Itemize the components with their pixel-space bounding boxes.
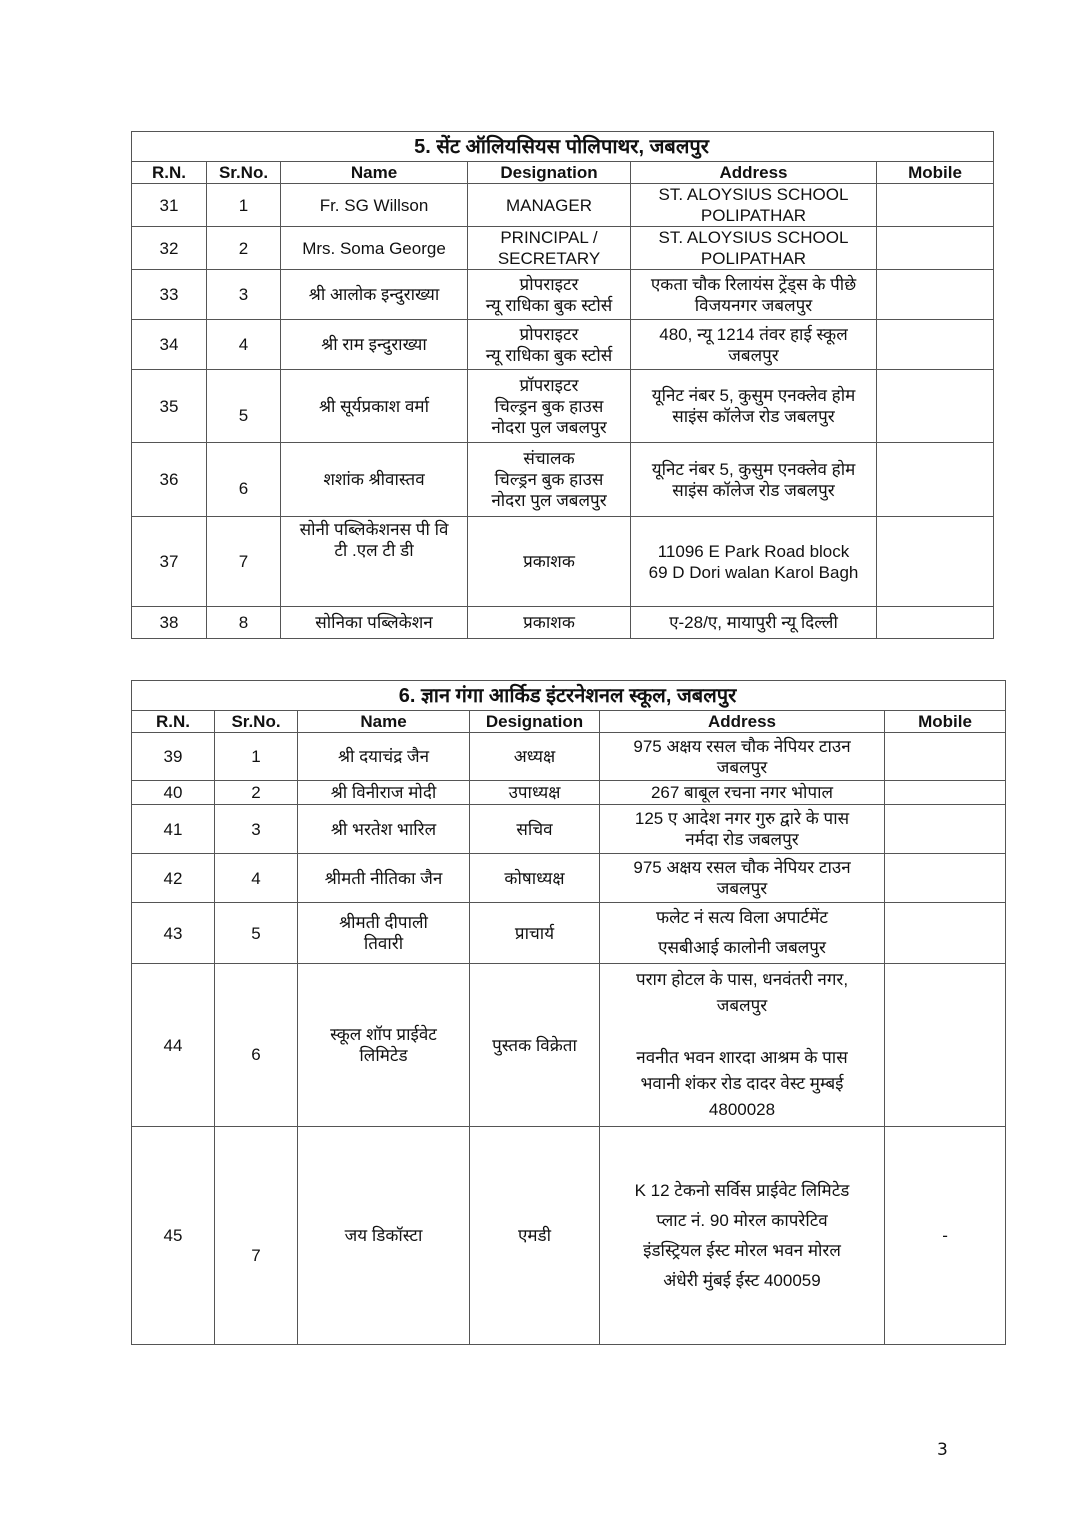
cell-name: श्री विनीराज मोदी [298, 781, 470, 805]
header-address: Address [600, 711, 885, 733]
cell-srno: 4 [207, 320, 281, 370]
header-designation: Designation [468, 162, 631, 184]
cell-address: यूनिट नंबर 5, कुसुम एनक्लेव होम साइंस कॉलेज रोड जबलपुर [631, 443, 877, 517]
table-row [132, 964, 1006, 1127]
cell-rn: 36 [132, 443, 207, 517]
cell-srno: 5 [207, 370, 281, 443]
cell-mobile [885, 805, 1006, 854]
table-row [132, 805, 1006, 854]
cell-mobile [877, 227, 994, 270]
cell-address: ए-28/ए, मायापुरी न्यू दिल्ली [631, 607, 877, 639]
cell-mobile [877, 517, 994, 607]
cell-address: 125 ए आदेश नगर गुरु द्वारे के पास नर्मदा रोड जबलपुर [600, 805, 885, 854]
cell-designation: MANAGER [468, 184, 631, 227]
cell-mobile [877, 607, 994, 639]
cell-srno: 1 [207, 184, 281, 227]
cell-srno: 3 [207, 270, 281, 320]
cell-designation: प्रोपराइटर न्यू राधिका बुक स्टोर्स [468, 270, 631, 320]
cell-mobile [885, 781, 1006, 805]
cell-name: शशांक श्रीवास्तव [281, 443, 468, 517]
header-rn: R.N. [132, 162, 207, 184]
header-mobile: Mobile [877, 162, 994, 184]
table-row [132, 1127, 1006, 1345]
header-name: Name [298, 711, 470, 733]
cell-srno: 7 [207, 517, 281, 607]
table-row [132, 320, 994, 370]
cell-designation: अध्यक्ष [470, 733, 600, 781]
cell-mobile [885, 854, 1006, 903]
table-row [132, 781, 1006, 805]
cell-name: श्री दयाचंद्र जैन [298, 733, 470, 781]
cell-name: श्री आलोक इन्दुराख्या [281, 270, 468, 320]
cell-designation: PRINCIPAL / SECRETARY [468, 227, 631, 270]
cell-rn: 42 [132, 854, 215, 903]
cell-mobile: - [885, 1127, 1006, 1345]
cell-designation: कोषाध्यक्ष [470, 854, 600, 903]
cell-name: Fr. SG Willson [281, 184, 468, 227]
cell-srno: 5 [215, 903, 298, 964]
cell-srno: 2 [207, 227, 281, 270]
cell-rn: 31 [132, 184, 207, 227]
cell-name: जय डिकॉस्टा [298, 1127, 470, 1345]
header-srno: Sr.No. [215, 711, 298, 733]
cell-rn: 39 [132, 733, 215, 781]
cell-rn: 35 [132, 370, 207, 443]
header-srno: Sr.No. [207, 162, 281, 184]
table-title: 5. सेंट ऑलियसियस पोलिपाथर, जबलपुर [132, 132, 994, 162]
cell-srno: 7 [215, 1127, 298, 1345]
cell-designation: प्रॉपराइटर चिल्ड्रन बुक हाउस नोदरा पुल जबलपुर [468, 370, 631, 443]
cell-mobile [877, 370, 994, 443]
cell-rn: 40 [132, 781, 215, 805]
cell-designation: पुस्तक विक्रेता [470, 964, 600, 1127]
cell-rn: 37 [132, 517, 207, 607]
header-rn: R.N. [132, 711, 215, 733]
cell-srno: 4 [215, 854, 298, 903]
cell-name: श्री सूर्यप्रकाश वर्मा [281, 370, 468, 443]
cell-name: सोनी पब्लिकेशनस पी वि टी .एल टी डी [281, 517, 468, 607]
cell-rn: 45 [132, 1127, 215, 1345]
table-row [132, 517, 994, 607]
cell-address: 975 अक्षय रसल चौक नेपियर टाउन जबलपुर [600, 854, 885, 903]
cell-srno: 3 [215, 805, 298, 854]
cell-designation: प्रकाशक [468, 517, 631, 607]
cell-address: यूनिट नंबर 5, कुसुम एनक्लेव होम साइंस कॉलेज रोड जबलपुर [631, 370, 877, 443]
table-row [132, 607, 994, 639]
cell-address: फलेट नं सत्य विला अपार्टमेंट एसबीआई कालोनी जबलपुर [600, 903, 885, 964]
table-row [132, 270, 994, 320]
table-row [132, 854, 1006, 903]
cell-designation: प्राचार्य [470, 903, 600, 964]
cell-address: ST. ALOYSIUS SCHOOL POLIPATHAR [631, 227, 877, 270]
cell-mobile [877, 270, 994, 320]
cell-address: 11096 E Park Road block 69 D Dori walan Karol Bagh [631, 517, 877, 607]
cell-name: श्री भरतेश भारिल [298, 805, 470, 854]
cell-address: K 12 टेकनो सर्विस प्राईवेट लिमिटेड प्लाट नं. 90 मोरल कापरेटिव इंडस्ट्रियल ईस्ट मोरल भवन मोरल अंधेरी मुंबई ईस्ट 400059 [600, 1127, 885, 1345]
cell-mobile [885, 733, 1006, 781]
cell-rn: 32 [132, 227, 207, 270]
cell-name: श्रीमती दीपाली तिवारी [298, 903, 470, 964]
cell-name: सोनिका पब्लिकेशन [281, 607, 468, 639]
cell-address: 267 बाबूल रचना नगर भोपाल [600, 781, 885, 805]
cell-name: Mrs. Soma George [281, 227, 468, 270]
cell-rn: 41 [132, 805, 215, 854]
cell-mobile [885, 964, 1006, 1127]
cell-rn: 43 [132, 903, 215, 964]
cell-rn: 44 [132, 964, 215, 1127]
cell-address: 975 अक्षय रसल चौक नेपियर टाउन जबलपुर [600, 733, 885, 781]
cell-designation: प्रकाशक [468, 607, 631, 639]
header-designation: Designation [470, 711, 600, 733]
table-st-aloysius [131, 131, 994, 639]
cell-mobile [885, 903, 1006, 964]
cell-srno: 1 [215, 733, 298, 781]
table-row [132, 184, 994, 227]
cell-srno: 8 [207, 607, 281, 639]
cell-designation: प्रोपराइटर न्यू राधिका बुक स्टोर्स [468, 320, 631, 370]
cell-designation: उपाध्यक्ष [470, 781, 600, 805]
cell-mobile [877, 443, 994, 517]
table-row [132, 370, 994, 443]
cell-name: श्री राम इन्दुराख्या [281, 320, 468, 370]
cell-rn: 34 [132, 320, 207, 370]
cell-address: एकता चौक रिलायंस ट्रेंड्स के पीछे विजयनगर जबलपुर [631, 270, 877, 320]
cell-mobile [877, 320, 994, 370]
cell-address: 480, न्यू 1214 तंवर हाई स्कूल जबलपुर [631, 320, 877, 370]
cell-designation: संचालक चिल्ड्रन बुक हाउस नोदरा पुल जबलपुर [468, 443, 631, 517]
cell-srno: 6 [207, 443, 281, 517]
table-row [132, 903, 1006, 964]
cell-name: श्रीमती नीतिका जैन [298, 854, 470, 903]
table-title: 6. ज्ञान गंगा आर्किड इंटरनेशनल स्कूल, जबलपुर [132, 681, 1006, 711]
header-mobile: Mobile [885, 711, 1006, 733]
header-name: Name [281, 162, 468, 184]
cell-name: स्कूल शॉप प्राईवेट लिमिटेड [298, 964, 470, 1127]
cell-srno: 2 [215, 781, 298, 805]
cell-rn: 38 [132, 607, 207, 639]
cell-mobile [877, 184, 994, 227]
table-row [132, 733, 1006, 781]
cell-srno: 6 [215, 964, 298, 1127]
cell-designation: सचिव [470, 805, 600, 854]
table-row [132, 227, 994, 270]
page-number: 3 [937, 1440, 948, 1460]
table-row [132, 443, 994, 517]
cell-rn: 33 [132, 270, 207, 320]
header-address: Address [631, 162, 877, 184]
cell-address: पराग होटल के पास, धनवंतरी नगर, जबलपुर नवनीत भवन शारदा आश्रम के पास भवानी शंकर रोड दादर वेस्ट मुम्बई 4800028 [600, 964, 885, 1127]
table-gyan-ganga [131, 680, 1006, 1345]
cell-designation: एमडी [470, 1127, 600, 1345]
cell-address: ST. ALOYSIUS SCHOOL POLIPATHAR [631, 184, 877, 227]
